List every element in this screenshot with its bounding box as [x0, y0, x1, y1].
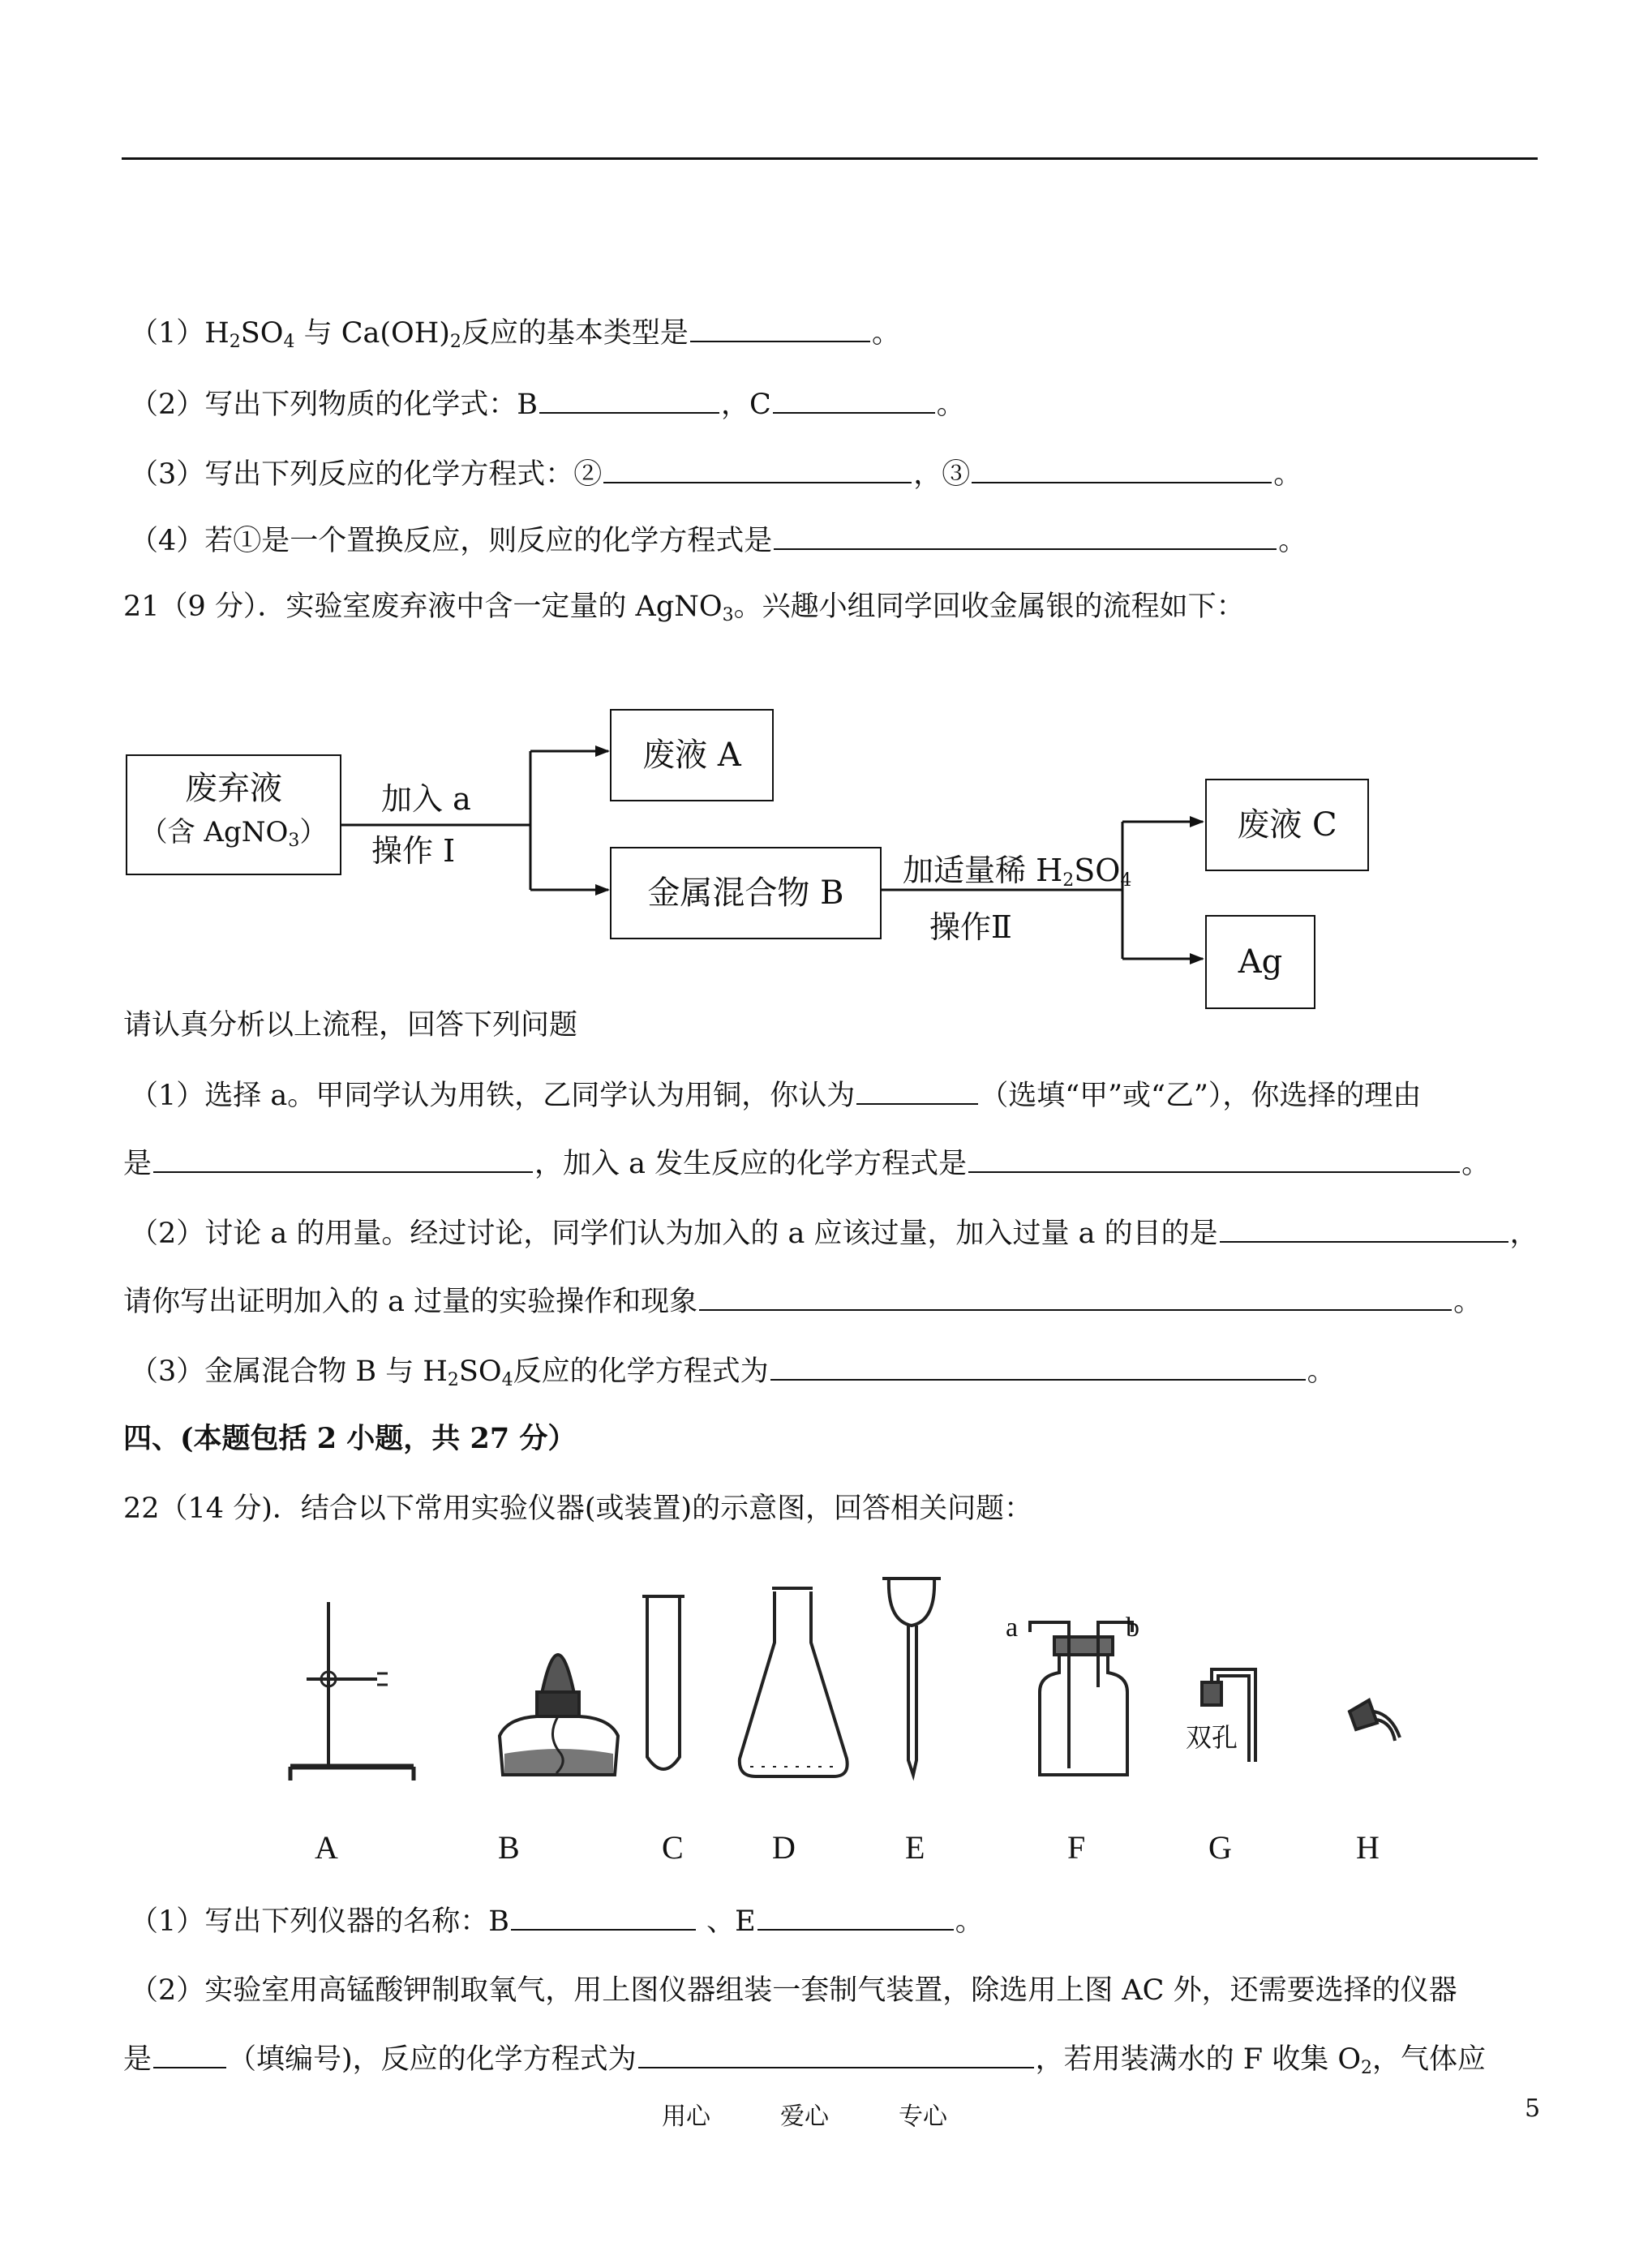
- box-waste-liquid: 废弃液 （含 AgNO$_3$）: [126, 754, 341, 875]
- label-operation-2: 操作Ⅱ: [929, 909, 1012, 945]
- q20-line-2: （2）写出下列物质的化学式：B ，C 。: [130, 384, 965, 424]
- instrument-label-h: H: [1356, 1829, 1380, 1866]
- q21-part-2-line-1: （2）讨论 a 的用量。经过讨论，同学们认为加入的 a 应该过量，加入过量 a 的目的是 ，: [130, 1213, 1538, 1253]
- box-metal-mixture-b: 金属混合物 B: [610, 847, 882, 939]
- stopper-text: 双孔: [1186, 1722, 1238, 1753]
- alcohol-lamp-drawing: [500, 1655, 618, 1775]
- q22-part-2-line-2: 是 （填编号)，反应的化学方程式为 ，若用装满水的 F 收集 $O_2$，气体应: [123, 2039, 1486, 2088]
- section-4-heading: 四、(本题包括 2 小题，共 27 分）: [123, 1422, 577, 1455]
- q22-title: 22（14 分)．结合以下常用实验仪器(或装置)的示意图，回答相关问题：: [123, 1493, 1033, 1525]
- answer-blank[interactable]: [757, 1901, 954, 1931]
- footer-text-2: 爱心: [780, 2103, 829, 2131]
- answer-blank[interactable]: [153, 2039, 226, 2068]
- page-number: 5: [1525, 2094, 1541, 2123]
- funnel-drawing: [882, 1579, 941, 1775]
- box-liquid-c: 废液 C: [1205, 779, 1369, 871]
- label-add-acid: 加适量稀 $H_2SO_4$: [903, 853, 1132, 891]
- answer-blank[interactable]: [770, 1351, 1306, 1381]
- q22-part-2-line-1: （2）实验室用高锰酸钾制取氧气，用上图仪器组装一套制气装置，除选用上图 AC 外，还需要选择的仪器: [130, 1974, 1457, 2007]
- port-label-a: a: [1006, 1613, 1019, 1643]
- gas-bottle-drawing: [1030, 1622, 1132, 1775]
- footer-text-1: 用心: [662, 2103, 710, 2131]
- box-ag: Ag: [1205, 915, 1315, 1009]
- answer-blank[interactable]: [699, 1282, 1452, 1311]
- answer-blank[interactable]: [153, 1144, 533, 1173]
- q21-title: 21（9 分）．实验室废弃液中含一定量的 AgNO$_3$。兴趣小组同学回收金属银的流程如下：: [123, 591, 1245, 625]
- q21-part-3: （3）金属混合物 B 与 $H_2SO_4$反应的化学方程式为 。: [130, 1351, 1336, 1400]
- iron-stand-drawing: [290, 1602, 414, 1780]
- q21-part-2-line-2: 请你写出证明加入的 a 过量的实验操作和现象 。: [123, 1282, 1482, 1321]
- label-add-a: 加入 a: [381, 781, 471, 817]
- q20-line-3: （3）写出下列反应的化学方程式：② ，③ 。: [130, 454, 1302, 494]
- answer-blank[interactable]: [1220, 1213, 1508, 1243]
- instrument-label-g: G: [1208, 1829, 1232, 1866]
- box-liquid-a: 废液 A: [610, 709, 774, 801]
- q21-part-1-line-2: 是 ，加入 a 发生反应的化学方程式是 。: [123, 1144, 1490, 1183]
- answer-blank[interactable]: [638, 2039, 1034, 2068]
- test-tube-drawing: [642, 1596, 684, 1769]
- answer-blank[interactable]: [856, 1076, 978, 1105]
- label-operation-1: 操作 I: [371, 833, 456, 869]
- q21-prompt: 请认真分析以上流程，回答下列问题: [123, 1009, 578, 1042]
- single-hole-stopper-drawing: [1350, 1700, 1400, 1741]
- instrument-label-f: F: [1067, 1829, 1086, 1866]
- q20-line-1: $(1)H_2SO_4$ 与 $Ca(OH)_2$反应的基本类型是 。: [130, 313, 900, 362]
- instrument-label-b: B: [498, 1829, 520, 1866]
- instrument-label-e: E: [905, 1829, 925, 1866]
- q22-part-1: （1）写出下列仪器的名称：B 、E 。: [130, 1901, 984, 1941]
- q20-line-4: （4）若①是一个置换反应，则反应的化学方程式是 。: [130, 521, 1307, 561]
- conical-flask-drawing: [740, 1588, 848, 1776]
- answer-blank[interactable]: [968, 1144, 1460, 1173]
- instrument-label-d: D: [772, 1829, 796, 1866]
- port-label-b: b: [1126, 1613, 1139, 1643]
- instrument-label-c: C: [662, 1829, 684, 1866]
- instrument-label-a: A: [315, 1829, 338, 1866]
- answer-blank[interactable]: [511, 1901, 696, 1931]
- footer-text-3: 专心: [899, 2103, 947, 2131]
- q21-part-1-line-1: （1）选择 a。甲同学认为用铁，乙同学认为用铜，你认为 （选填“甲”或“乙”），你选择的理由: [130, 1076, 1421, 1115]
